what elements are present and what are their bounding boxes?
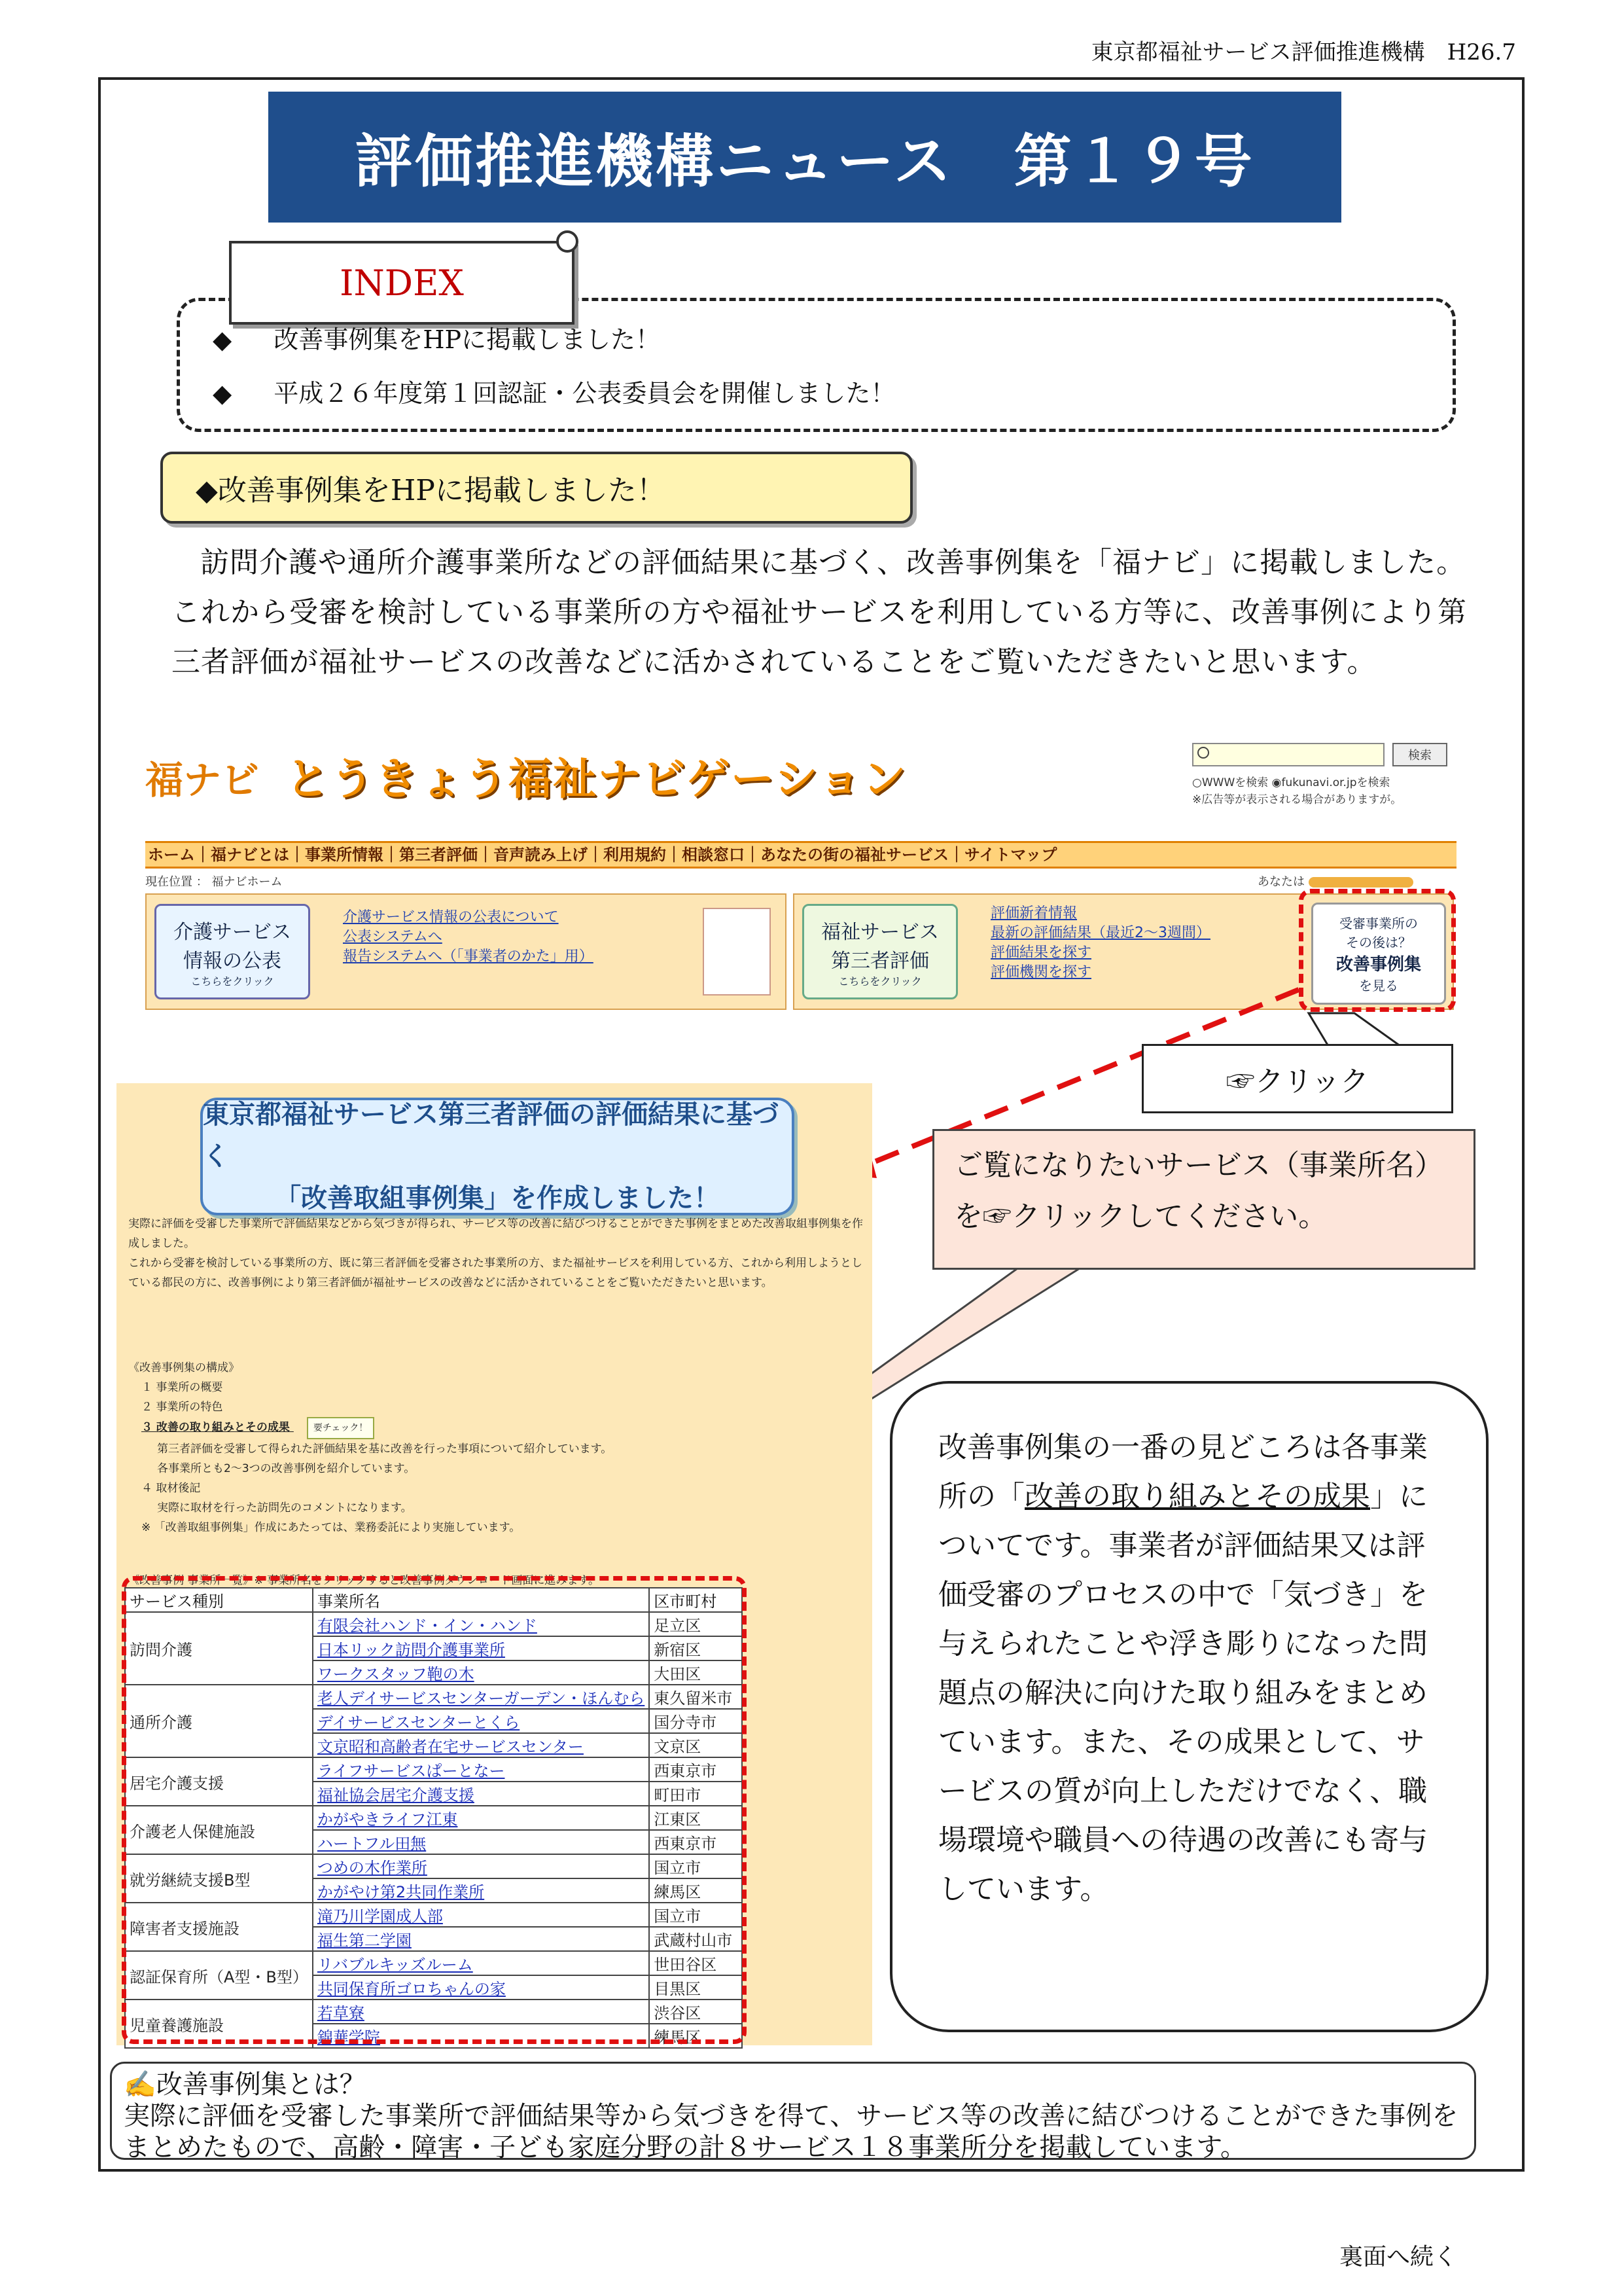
newsletter-title: 評価推進機構ニュース 第１９号: [268, 92, 1341, 223]
municipality-cell: 練馬区: [649, 2024, 742, 2048]
facility-link[interactable]: かがやけ第2共同作業所: [313, 1878, 649, 1903]
kaigo-link[interactable]: 公表システムへ: [343, 929, 442, 945]
facility-link[interactable]: 文京昭和高齢者在宅サービスセンター: [313, 1733, 649, 1757]
section-heading: ◆改善事例集をHPに掲載しました！: [160, 452, 913, 524]
table-header-ward: 区市町村: [649, 1588, 742, 1612]
facility-link[interactable]: ワークスタッフ鞄の木: [313, 1660, 649, 1685]
facility-link[interactable]: 錦華学院: [313, 2024, 649, 2048]
service-type-cell: 通所介護: [125, 1685, 313, 1757]
municipality-cell: 世田谷区: [649, 1951, 742, 1975]
site-you-are: あなたは: [1258, 872, 1413, 889]
site-search-button[interactable]: 検索: [1392, 743, 1447, 766]
municipality-cell: 町田市: [649, 1782, 742, 1806]
service-type-cell: 認証保育所（A型・B型）: [125, 1951, 313, 2000]
highlight-phrase: 改善の取り組みとその成果: [1025, 1480, 1370, 1513]
municipality-cell: 足立区: [649, 1612, 742, 1636]
callout-highlight-description: 改善事例集の一番の見どころは各事業所の「改善の取り組みとその成果」についてです。事業者が評価結果又は評価受審のプロセスの中で「気づき」を与えられたことや浮き彫りになった問題点の解決に向けた取り組みをまとめています。また、その成果として、サービスの質が向上しただけでなく、職場環境や職員への待遇の改善にも寄与しています。: [890, 1381, 1489, 2032]
facility-link[interactable]: つめの木作業所: [313, 1854, 649, 1878]
municipality-cell: 東久留米市: [649, 1685, 742, 1709]
jireishu-definition-box: [110, 2062, 1476, 2160]
diamond-bullet-icon: ◆: [213, 325, 232, 354]
index-item-text: 平成２６年度第１回認証・公表委員会を開催しました！: [274, 379, 896, 408]
click-label: ☞クリック: [1142, 1044, 1453, 1113]
jireishu-intro: 実際に評価を受審した事業所で評価結果などから気づきが得られ、サービス等の改善に結びつけることができた事例をまとめた改善取組事例集を作成しました。 これから受審を検討している事業所の方、既に第三者評価を受審された事業所の方、また福祉サービスを利用している方、これから利用しようとしている都民の方に、改善事例により第三者評価が福祉サービスの改善などに活かされていることをご覧いただきたいと思います。: [128, 1217, 864, 1289]
municipality-cell: 国立市: [649, 1903, 742, 1927]
highlight-facility-table: [122, 1576, 747, 2044]
header-organization-date: 東京都福祉サービス評価推進機構 H26.7: [1091, 39, 1516, 65]
table-header-facility: 事業所名: [313, 1588, 649, 1612]
definition-text: 実際に評価を受審した事業所で評価結果等から気づきを得て、サービス等の改善に結びつけることができた事例をまとめたもので、高齢・障害・子ども家庭分野の計８サービス１８事業所分を掲載しています。: [124, 2101, 1458, 2162]
facility-link[interactable]: 老人デイサービスセンターガーデン・ほんむら: [313, 1685, 649, 1709]
municipality-cell: 西東京市: [649, 1830, 742, 1854]
fukushi-link[interactable]: 評価新着情報: [991, 905, 1078, 922]
continued-on-back: 裏面へ続く: [1339, 2244, 1457, 2270]
service-type-cell: 障害者支援施設: [125, 1903, 313, 1951]
facility-link[interactable]: ライフサービスぱーとなー: [313, 1757, 649, 1782]
table-header-service: サービス種別: [125, 1588, 313, 1612]
service-type-cell: 児童養護施設: [125, 2000, 313, 2048]
municipality-cell: 目黒区: [649, 1975, 742, 2000]
kaizen-jireishu-button[interactable]: 受審事業所の その後は？ 改善事例集 を見る: [1311, 903, 1446, 1005]
facility-link[interactable]: 有限会社ハンド・イン・ハンド: [313, 1612, 649, 1636]
site-navigation-bar[interactable]: ホーム｜福ナビとは｜事業所情報｜第三者評価｜音声読み上げ｜利用規約｜相談窓口｜あなたの街の福祉サービス｜サイトマップ: [145, 841, 1456, 869]
municipality-cell: 西東京市: [649, 1757, 742, 1782]
fukushi-link[interactable]: 評価機関を探す: [991, 964, 1092, 980]
service-type-cell: 居宅介護支援: [125, 1757, 313, 1806]
click-callout-tail: [1309, 1013, 1400, 1046]
index-tag: INDEX: [229, 241, 574, 325]
service-type-cell: 訪問介護: [125, 1612, 313, 1685]
fukushi-link[interactable]: 評価結果を探す: [991, 944, 1092, 961]
site-logo-full: とうきょう福祉ナビゲーション: [286, 754, 908, 804]
facility-link[interactable]: 滝乃川学園成人部: [313, 1903, 649, 1927]
kaigo-link[interactable]: 介護サービス情報の公表について: [343, 909, 559, 925]
facility-link[interactable]: 共同保育所ゴロちゃんの家: [313, 1975, 649, 2000]
facility-link[interactable]: 若草寮: [313, 2000, 649, 2024]
municipality-cell: 江東区: [649, 1806, 742, 1830]
service-type-cell: 就労継続支援B型: [125, 1854, 313, 1903]
jireishu-list-caption: 《改善事例 事業所一覧》※ 事業所名をクリックすると改善事例ダウンロード画面に進みます。: [128, 1574, 600, 1587]
facility-link[interactable]: 福祉協会居宅介護支援: [313, 1782, 649, 1806]
kaigo-koho-button[interactable]: 介護サービス 情報の公表 こちらをクリック: [154, 904, 310, 999]
jireishu-banner: 東京都福祉サービス第三者評価の評価結果に基づく 「改善取組事例集」を作成しました！: [200, 1098, 794, 1215]
callout-select-service: ご覧になりたいサービス（事業所名）を☞クリックしてください。: [932, 1129, 1475, 1270]
kaigo-link[interactable]: 報告システムへ（「事業者のかた」用）: [343, 948, 593, 965]
facility-link[interactable]: 福生第二学園: [313, 1927, 649, 1951]
municipality-cell: 武蔵村山市: [649, 1927, 742, 1951]
jireishu-structure: 《改善事例集の構成》 １ 事業所の概要 ２ 事業所の特色 ３ 改善の取り組みとその成果 要チェック！ 第三者評価を受審して得られた評価結果を基に改善を行った事項について紹介しています。 各事業所とも2〜3つの改善事例を紹介しています。 ４ 取材後記 実際に取材を行った訪問先のコメントになります。 ※ 「改善取組事例集」作成にあたっては、業務委託により実施しています。: [128, 1361, 612, 1534]
section-paragraph: 訪問介護や通所介護事業所などの評価結果に基づく、改善事例集を「福ナビ」に掲載しました。これから受審を検討している事業所の方や福祉サービスを利用している方等に、改善事例により第三者評価が福祉サービスの改善などに活かされていることをご覧いただきたいと思います。: [171, 546, 1467, 679]
service-type-cell: 介護老人保健施設: [125, 1806, 313, 1854]
diamond-bullet-icon: ◆: [213, 379, 232, 408]
municipality-cell: 渋谷区: [649, 2000, 742, 2024]
site-ad-note: ※広告等が表示される場合がありますが。: [1192, 793, 1402, 806]
municipality-cell: 国立市: [649, 1854, 742, 1878]
site-logo-short: 福ナビ: [145, 758, 260, 802]
fukushi-hyoka-button[interactable]: 福祉サービス 第三者評価 こちらをクリック: [802, 904, 958, 999]
fukushi-link[interactable]: 最新の評価結果（最近2〜3週間）: [991, 925, 1210, 941]
municipality-cell: 大田区: [649, 1660, 742, 1685]
facility-link[interactable]: デイサービスセンターとくら: [313, 1709, 649, 1733]
facility-link[interactable]: 日本リック訪問介護事業所: [313, 1636, 649, 1660]
index-item-text: 改善事例集をHPに掲載しました！: [274, 325, 661, 354]
facility-link[interactable]: ハートフル田無: [313, 1830, 649, 1854]
site-breadcrumb: 現在位置 ： 福ナビホーム: [145, 875, 283, 889]
facility-link[interactable]: かがやきライフ江東: [313, 1806, 649, 1830]
municipality-cell: 文京区: [649, 1733, 742, 1757]
municipality-cell: 練馬区: [649, 1878, 742, 1903]
municipality-cell: 新宿区: [649, 1636, 742, 1660]
facility-link[interactable]: リバブルキッズルーム: [313, 1951, 649, 1975]
site-search-options[interactable]: ○WWWを検索 ◉fukunavi.or.jpを検索: [1192, 776, 1390, 789]
definition-title: ✍改善事例集とは？: [124, 2070, 366, 2100]
municipality-cell: 国分寺市: [649, 1709, 742, 1733]
check-badge: 要チェック！: [307, 1417, 375, 1439]
